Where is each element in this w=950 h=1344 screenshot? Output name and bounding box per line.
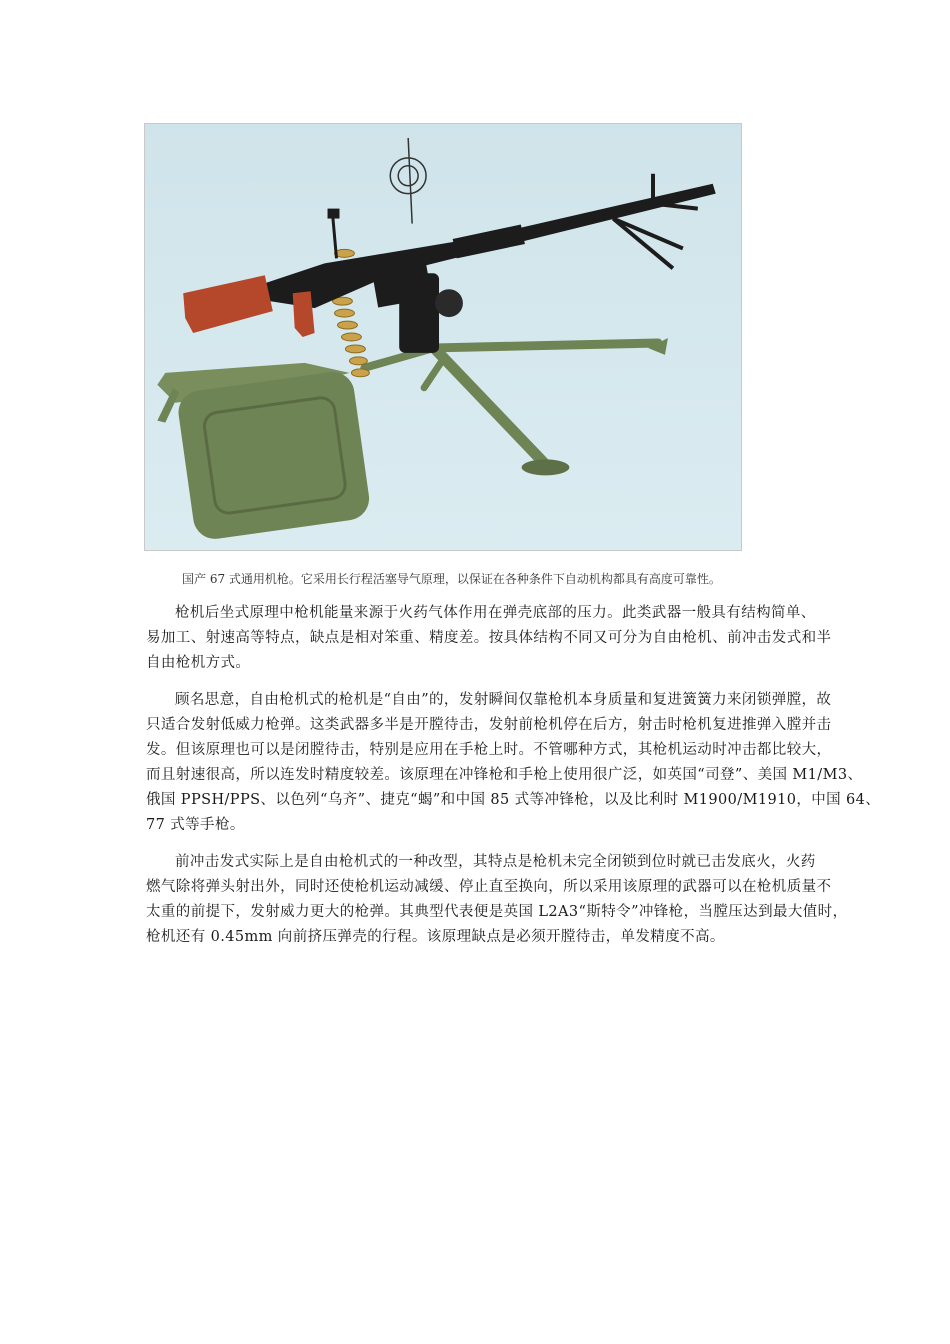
- paragraph-1: [146, 601, 832, 676]
- text-line: 易加工、射速高等特点，缺点是相对笨重、精度差。按具体结构不同又可分为自由枪机、前冲击发式和半: [146, 630, 832, 646]
- text-line: 枪机后坐式原理中枪机能量来源于火药气体作用在弹壳底部的压力。此类武器一般具有结构简单、: [175, 605, 816, 621]
- figure-caption: 国产 67 式通用机枪。它采用长行程活塞导气原理，以保证在各种条件下自动机构都具有高度可靠性。: [182, 572, 721, 586]
- text-line: 俄国 PPSH/PPS、以色列“乌齐”、捷克“蝎”和中国 85 式等冲锋枪，以及比利时 M1900/M1910，中国 64、: [146, 792, 881, 808]
- gun-body: [265, 174, 716, 353]
- paragraph-3: [146, 850, 848, 950]
- text-line: 77 式等手枪。: [146, 817, 245, 833]
- paragraph-2: [146, 688, 881, 838]
- text-line: 顾名思意，自由枪机式的枪机是“自由”的，发射瞬间仅靠枪机本身质量和复进簧簧力来闭锁弹膛，故: [175, 692, 832, 708]
- text-line: 枪机还有 0.45mm 向前挤压弹壳的行程。该原理缺点是必须开膛待击，单发精度不高。: [146, 929, 725, 945]
- text-line: 只适合发射低威力枪弹。这类武器多半是开膛待击，发射前枪机停在后方，射击时枪机复进推弹入膛并击: [146, 717, 832, 733]
- machine-gun-illustration: [145, 124, 741, 550]
- article-body: [146, 601, 881, 962]
- text-line: 而且射速很高，所以连发时精度较差。该原理在冲锋枪和手枪上使用很广泛，如英国“司登”、美国 M1/M3、: [146, 767, 863, 783]
- sight-ring: [390, 138, 426, 224]
- ammo-box: [157, 363, 372, 542]
- machine-gun-photo: [144, 123, 742, 551]
- text-line: 太重的前提下，发射威力更大的枪弹。其典型代表便是英国 L2A3“斯特令”冲锋枪，当膛压达到最大值时，: [146, 904, 848, 920]
- text-line: 自由枪机方式。: [146, 655, 251, 671]
- text-line: 发。但该原理也可以是闭膛待击，特别是应用在手枪上时。不管哪种方式，其枪机运动时冲击都比较大，: [146, 742, 832, 758]
- text-line: 燃气除将弹头射出外，同时还使枪机运动减缓、停止直至换向，所以采用该原理的武器可以在枪机质量不: [146, 879, 832, 895]
- text-line: 前冲击发式实际上是自由枪机式的一种改型，其特点是枪机未完全闭锁到位时就已击发底火，火药: [175, 854, 816, 870]
